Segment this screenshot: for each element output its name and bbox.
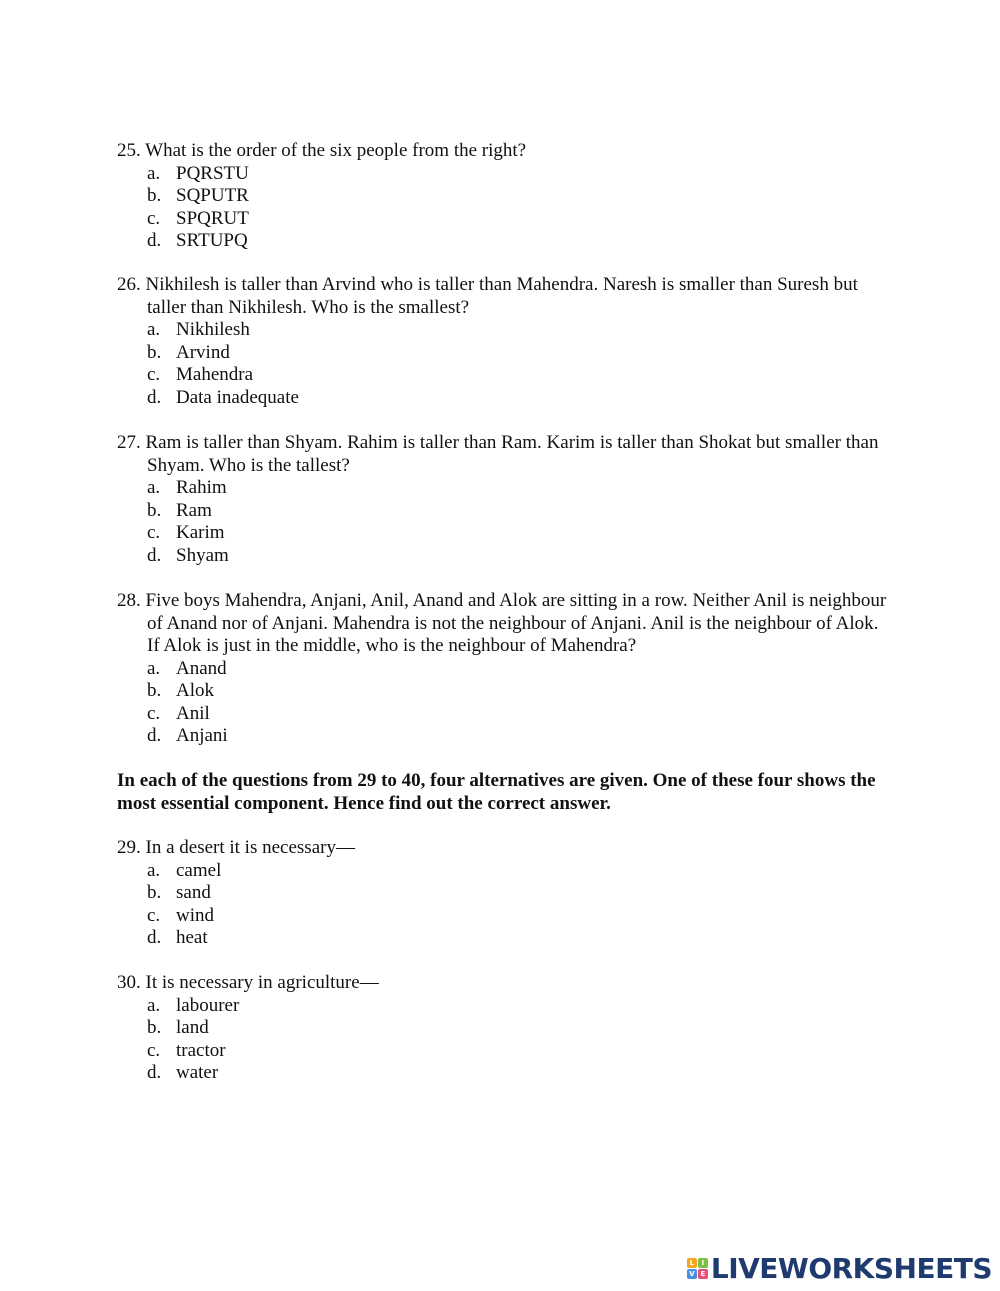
option-a[interactable] <box>117 163 887 186</box>
question-body: It is necessary in agriculture— <box>145 972 379 993</box>
question-text <box>117 837 887 860</box>
option-text: sand <box>176 882 211 903</box>
logo-block: E <box>698 1269 708 1279</box>
question-body: In a desert it is necessary— <box>145 837 355 858</box>
option-letter: d. <box>147 725 162 746</box>
question-26 <box>117 274 887 409</box>
option-text: land <box>176 1017 209 1038</box>
option-text: heat <box>176 927 208 948</box>
question-body: Ram is taller than Shyam. Rahim is taller than Ram. Karim is taller than Shokat but smaller than Shyam. Who is the tallest? <box>145 432 879 476</box>
option-letter: b. <box>147 1017 162 1038</box>
option-letter: d. <box>147 386 162 408</box>
question-30 <box>117 972 887 1085</box>
option-b[interactable] <box>117 342 887 365</box>
option-text: Mahendra <box>176 364 254 385</box>
logo-block: I <box>698 1258 708 1268</box>
option-text: SPQRUT <box>176 207 249 229</box>
option-letter: a. <box>147 477 161 498</box>
option-letter: b. <box>147 499 162 521</box>
option-letter: a. <box>147 319 161 340</box>
question-text <box>117 972 887 995</box>
option-text: Ram <box>176 499 212 521</box>
option-b[interactable] <box>117 500 887 523</box>
option-text: camel <box>176 859 222 881</box>
option-letter: c. <box>147 522 161 543</box>
option-text: Rahim <box>176 477 227 498</box>
options-list <box>117 477 887 567</box>
option-a[interactable] <box>117 477 887 500</box>
option-text: water <box>176 1062 219 1083</box>
option-c[interactable] <box>117 364 887 387</box>
option-letter: a. <box>147 657 161 679</box>
option-text: Shyam <box>176 544 229 566</box>
option-b[interactable] <box>117 1017 887 1040</box>
option-letter: a. <box>147 859 161 881</box>
option-letter: a. <box>147 162 161 184</box>
option-text: Nikhilesh <box>176 319 250 340</box>
option-letter: a. <box>147 994 161 1016</box>
option-letter: b. <box>147 882 162 903</box>
option-c[interactable] <box>117 1040 887 1063</box>
option-d[interactable] <box>117 230 887 253</box>
question-25 <box>117 140 887 253</box>
option-letter: c. <box>147 364 161 385</box>
options-list <box>117 995 887 1085</box>
question-body: Five boys Mahendra, Anjani, Anil, Anand and Alok are sitting in a row. Neither Anil is neighbour of Anand nor of Anjani. Mahendra is not the neighbour of Anjani. Anil is the neighbour of Alok. If Alok is just in the middle, who is the neighbour of Mahendra? <box>145 590 887 656</box>
question-number: 25. <box>117 140 141 161</box>
question-number: 29. <box>117 837 141 858</box>
option-text: tractor <box>176 1039 226 1061</box>
question-number: 30. <box>117 972 141 993</box>
option-letter: c. <box>147 702 161 724</box>
option-letter: b. <box>147 680 162 701</box>
question-text <box>117 140 887 163</box>
option-letter: b. <box>147 341 162 363</box>
option-c[interactable] <box>117 905 887 928</box>
option-d[interactable] <box>117 927 887 950</box>
question-number: 27. <box>117 432 141 453</box>
option-letter: c. <box>147 207 161 229</box>
logo-text: LIVEWORKSHEETS <box>710 1251 992 1285</box>
question-27 <box>117 432 887 567</box>
option-letter: c. <box>147 904 161 926</box>
option-text: labourer <box>176 994 240 1016</box>
question-number: 28. <box>117 590 141 611</box>
section-instruction: In each of the questions from 29 to 40, four alternatives are given. One of these four shows the most essential component. Hence find out the correct answer. <box>117 770 876 814</box>
option-c[interactable] <box>117 208 887 231</box>
question-text <box>117 274 887 319</box>
question-number: 26. <box>117 274 141 295</box>
option-text: Anil <box>176 702 210 724</box>
option-letter: d. <box>147 927 162 948</box>
options-list <box>117 658 887 748</box>
option-text: SQPUTR <box>176 185 249 206</box>
option-c[interactable] <box>117 522 887 545</box>
option-a[interactable] <box>117 995 887 1018</box>
question-text <box>117 590 887 658</box>
logo-blocks-icon <box>687 1258 708 1279</box>
options-list <box>117 163 887 253</box>
option-c[interactable] <box>117 703 887 726</box>
option-text: Anand <box>176 657 227 679</box>
option-d[interactable] <box>117 1062 887 1085</box>
question-body: Nikhilesh is taller than Arvind who is taller than Mahendra. Naresh is smaller than Suresh but taller than Nikhilesh. Who is the smallest? <box>145 274 858 318</box>
option-b[interactable] <box>117 882 887 905</box>
option-text: Arvind <box>176 341 230 363</box>
option-d[interactable] <box>117 387 887 410</box>
option-text: Anjani <box>176 725 228 746</box>
question-text <box>117 432 887 477</box>
option-b[interactable] <box>117 185 887 208</box>
liveworksheets-logo <box>687 1253 992 1283</box>
question-body: What is the order of the six people from the right? <box>145 140 527 161</box>
option-letter: d. <box>147 1062 162 1083</box>
question-29 <box>117 837 887 950</box>
option-a[interactable] <box>117 658 887 681</box>
option-d[interactable] <box>117 725 887 748</box>
option-text: PQRSTU <box>176 162 249 184</box>
option-a[interactable] <box>117 860 887 883</box>
option-a[interactable] <box>117 319 887 342</box>
option-text: Karim <box>176 522 225 543</box>
option-letter: c. <box>147 1039 161 1061</box>
option-letter: d. <box>147 544 162 566</box>
options-list <box>117 860 887 950</box>
question-28 <box>117 590 887 748</box>
options-list <box>117 319 887 409</box>
option-text: SRTUPQ <box>176 230 248 251</box>
option-text: wind <box>176 904 214 926</box>
option-letter: d. <box>147 230 162 251</box>
option-text: Alok <box>176 680 214 701</box>
logo-block: V <box>687 1269 697 1279</box>
option-d[interactable] <box>117 545 887 568</box>
logo-block: L <box>687 1258 697 1268</box>
option-text: Data inadequate <box>176 386 299 408</box>
option-letter: b. <box>147 185 162 206</box>
option-b[interactable] <box>117 680 887 703</box>
